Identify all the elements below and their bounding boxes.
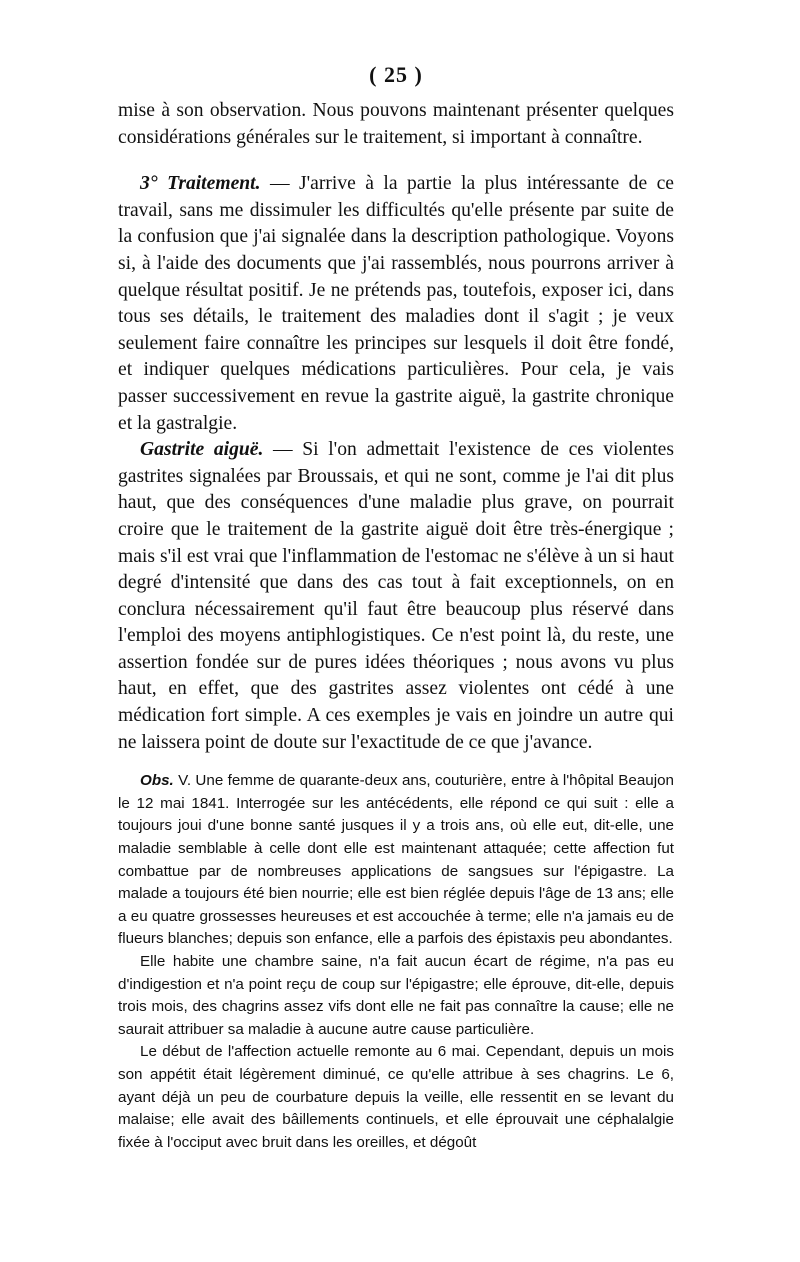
observation-gap [118,756,674,770]
main-text [118,98,674,756]
page-number: ( 25 ) [369,62,423,87]
traitement-heading: 3° Traitement. [140,173,261,195]
gastrite-heading: Gastrite aiguë. [140,439,264,461]
book-page [118,62,674,1154]
observation-block [118,770,674,1154]
gastrite-paragraph [118,437,674,756]
observation-label: Obs. [140,772,174,790]
observation-paragraph-2: Elle habite une chambre saine, n'a fait aucun écart de régime, n'a pas eu d'indigestion et n'a point reçu de coup sur l'épigastre; elle éprouve, dit-elle, depuis trois mois, des chagrins assez vifs dont elle ne fait pas connaître la cause; elle ne saurait attribuer sa maladie à aucune autre cause particulière. [118,953,674,1038]
traitement-dash: — [260,173,299,195]
traitement-paragraph [118,171,674,437]
observation-number: V. [173,772,196,790]
gastrite-dash: — [263,439,303,461]
observation-text-1: Une femme de quarante-deux ans, couturière, entre à l'hôpital Beaujon le 12 mai 1841. Interrogée sur les antécédents, elle répond ce qui suit : elle a toujours joui d'une bonne santé jusques il y a trois ans, où elle eut, dit-elle, une maladie semblable à celle dont elle est maintenant attaquée; cette affection fut combattue par de nombreuses applications de sangsues sur l'épigastre. La malade a toujours été bien nourrie; elle est bien réglée depuis l'âge de 13 ans; elle a eu quatre grossesses heureuses et est accouchée à terme; elle n'a jamais eu de flueurs blanches; depuis son enfance, elle a parfois des épistaxis peu abondantes. [118,772,674,948]
intro-paragraph: mise à son observation. Nous pouvons maintenant présenter quelques considérations générales sur le traitement, si important à connaître. [118,100,674,148]
section-gap [118,151,674,171]
traitement-text: J'arrive à la partie la plus intéressante de ce travail, sans me dissimuler les difficultés qu'elle présente par suite de la confusion que j'ai signalée dans la description pathologique. Voyons si, à l'aide des documents que j'ai rassemblés, nous pourrons arriver à quelque résultat positif. Je ne prétends pas, toutefois, exposer ici, dans tous ses détails, le traitement des maladies dont il s'agit ; je veux seulement faire connaître les principes sur lesquels il doit être fondé, et indiquer quelques médications particulières. Pour cela, je vais passer successivement en revue la gastrite aiguë, la gastrite chronique et la gastralgie. [118,173,674,434]
observation-paragraph-1 [118,770,674,951]
gastrite-text: Si l'on admettait l'existence de ces violentes gastrites signalées par Broussais, et qui ne sont, comme je l'ai dit plus haut, que des conséquences d'une maladie plus grave, on pourrait croire que le traitement de la gastrite aiguë doit être très-énergique ; mais s'il est vrai que l'inflammation de l'estomac ne s'élève à un si haut degré d'intensité que dans des cas tout à fait exceptionnels, on en conclura nécessairement qu'il faut être beaucoup plus réservé dans l'emploi des moyens antiphlogistiques. Ce n'est point là, du reste, une assertion fondée sur de pures idées théoriques ; nous avons vu plus haut, en effet, que des gastrites assez violentes ont cédé à une médication fort simple. A ces exemples je vais en joindre un autre qui ne laissera point de doute sur l'exactitude de ce que j'avance. [118,439,675,753]
observation-paragraph-3: Le début de l'affection actuelle remonte au 6 mai. Cependant, depuis un mois son appétit était légèrement diminué, ce qu'elle attribue à ses chagrins. Le 6, ayant déjà un peu de courbature depuis la veille, elle ressentit en se levant du malaise; elle avait des bâillements continuels, et elle éprouvait une céphalalgie fixée à l'occiput avec bruit dans les oreilles, et dégoût [118,1043,674,1151]
